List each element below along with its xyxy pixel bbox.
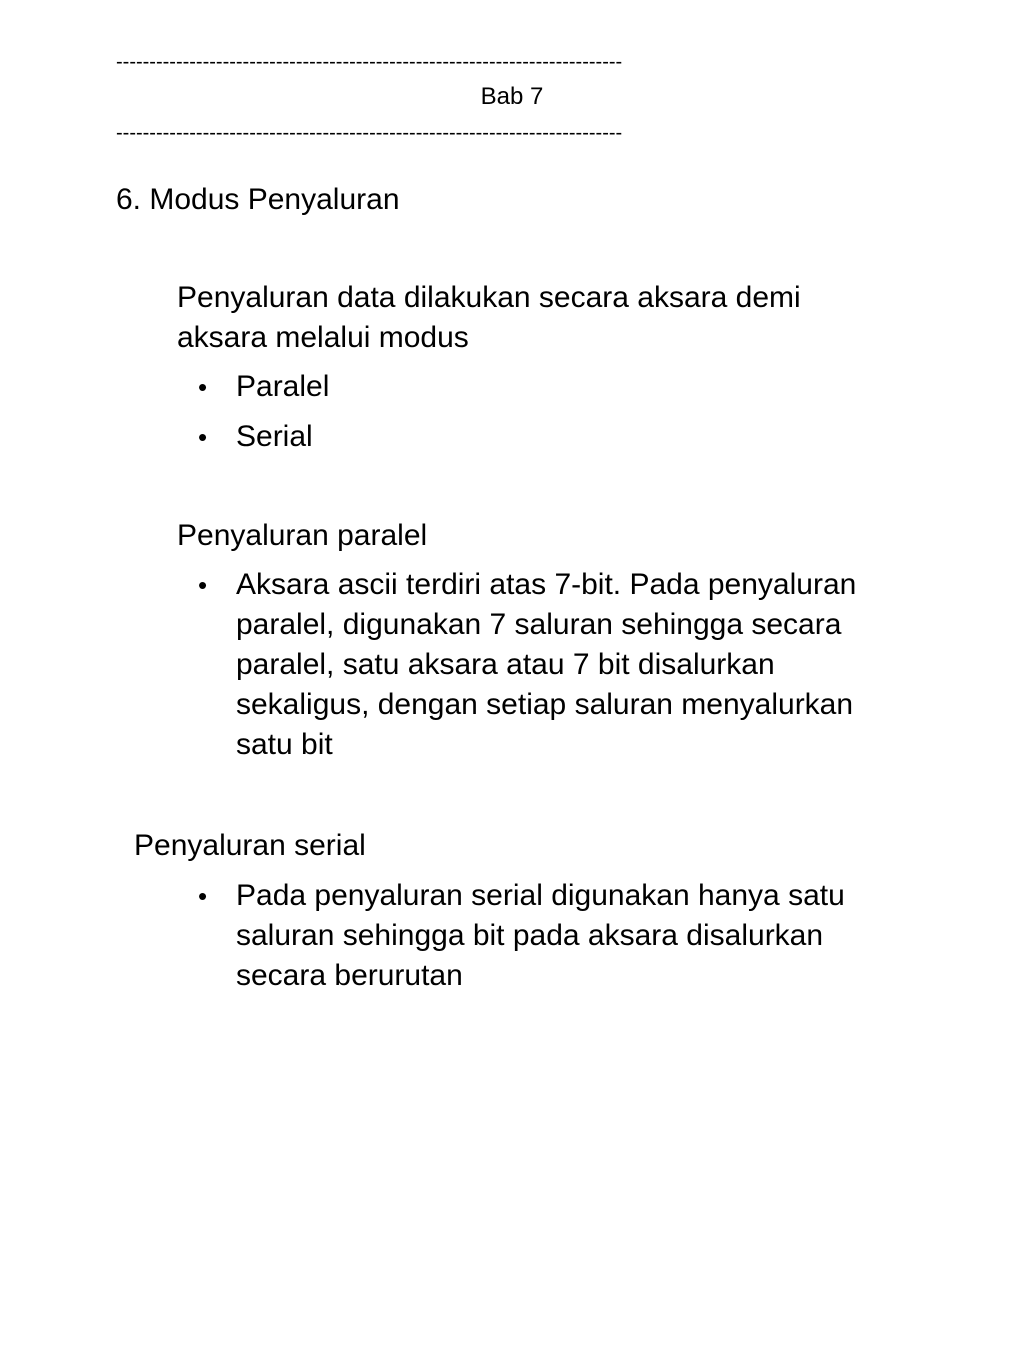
mode-label: Paralel	[236, 370, 330, 403]
list-item	[198, 367, 329, 407]
intro-paragraph	[177, 278, 801, 358]
intro-line: Penyaluran data dilakukan secara aksara demi	[177, 281, 801, 314]
parallel-list	[198, 565, 856, 775]
bullet-icon: •	[198, 881, 208, 911]
list-item	[198, 565, 856, 765]
bullet-line: paralel, digunakan 7 saluran sehingga secara	[236, 608, 842, 641]
list-item	[198, 417, 329, 457]
section-title: 6. Modus Penyaluran	[116, 183, 400, 216]
bullet-line: Aksara ascii terdiri atas 7-bit. Pada penyaluran	[236, 568, 857, 601]
bullet-line: saluran sehingga bit pada aksara disalurkan	[236, 919, 824, 952]
bullet-line: Pada penyaluran serial digunakan hanya satu	[236, 879, 845, 912]
list-item	[198, 876, 845, 996]
bullet-line: satu bit	[236, 728, 333, 761]
chapter-label: Bab 7	[480, 83, 544, 110]
mode-label: Serial	[236, 420, 313, 453]
modes-list	[198, 367, 329, 467]
bullet-line: secara berurutan	[236, 959, 463, 992]
bullet-icon: •	[198, 372, 208, 402]
header-rule-top: ----------------------------------------------------------------------------	[116, 51, 623, 73]
parallel-heading: Penyaluran paralel	[177, 519, 428, 552]
header-rule-bottom: ----------------------------------------------------------------------------	[116, 122, 623, 144]
bullet-icon: •	[198, 422, 208, 452]
intro-line: aksara melalui modus	[177, 321, 469, 354]
serial-heading: Penyaluran serial	[134, 829, 366, 862]
bullet-line: paralel, satu aksara atau 7 bit disalurkan	[236, 648, 775, 681]
bullet-line: sekaligus, dengan setiap saluran menyalurkan	[236, 688, 854, 721]
bullet-icon: •	[198, 570, 208, 600]
serial-list	[198, 876, 845, 1006]
